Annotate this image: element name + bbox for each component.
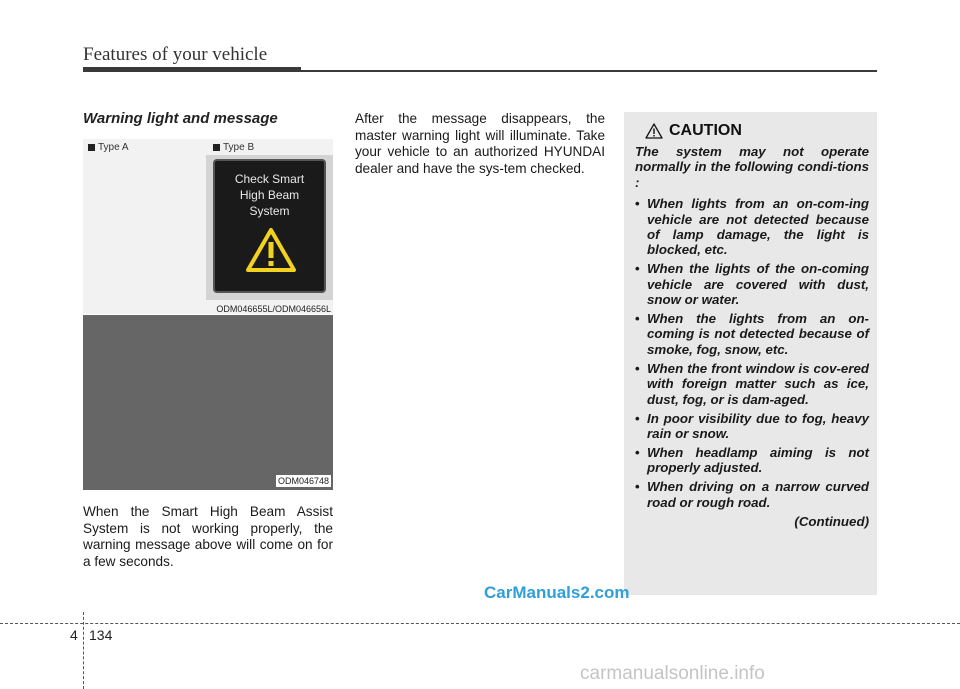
header-rule-thin bbox=[301, 70, 877, 72]
list-item: • When the lights of the on-coming vehicle are covered with dust, snow or water. bbox=[635, 261, 869, 308]
caution-intro: The system may not operate normally in the following condi-tions : bbox=[635, 144, 869, 190]
type-a-label bbox=[88, 142, 129, 153]
bullet-icon: • bbox=[635, 196, 640, 212]
figure-warning-message bbox=[83, 139, 333, 314]
header-rule-thick bbox=[83, 67, 301, 72]
body-text-right: After the message disappears, the master warning light will illuminate. Take your vehicle to an authorized HYUNDAI dealer and have the sys-tem checked. bbox=[355, 111, 605, 176]
body-text-left: When the Smart High Beam Assist System is not working properly, the warning message above will come on for a few seconds. bbox=[83, 504, 333, 569]
bullet-icon: • bbox=[635, 410, 640, 426]
list-item: • When the lights from an on-coming is not detected because of smoke, fog, snow, etc. bbox=[635, 311, 869, 357]
cluster-display-type-b bbox=[206, 155, 333, 300]
type-a-text: Type A bbox=[98, 142, 129, 153]
warning-display bbox=[213, 159, 326, 293]
footer-divider bbox=[0, 623, 960, 624]
square-bullet-icon bbox=[88, 144, 95, 151]
figure1-caption: ODM046655L/ODM046656L bbox=[216, 304, 331, 314]
page-header-title: Features of your vehicle bbox=[83, 44, 268, 65]
list-item: • In poor visibility due to fog, heavy rain or snow. bbox=[635, 410, 869, 441]
caution-title: CAUTION bbox=[669, 122, 742, 139]
footer-site-watermark: carmanualsonline.info bbox=[580, 663, 765, 684]
continued-label: (Continued) bbox=[794, 513, 869, 529]
caution-list bbox=[635, 196, 869, 510]
figure2-caption: ODM046748 bbox=[277, 476, 329, 486]
list-item: • When lights from an on-com-ing vehicle are not detected because of lamp damage, the light is blocked, etc. bbox=[635, 196, 869, 258]
message-line: System bbox=[249, 204, 290, 218]
message-line: High Beam bbox=[239, 188, 300, 202]
bullet-icon: • bbox=[635, 444, 640, 460]
figure-master-warning bbox=[83, 315, 333, 490]
section-heading: Warning light and message bbox=[83, 110, 278, 127]
bullet-icon: • bbox=[635, 479, 640, 495]
bullet-icon: • bbox=[635, 360, 640, 376]
warning-triangle-icon bbox=[245, 227, 297, 273]
caution-box bbox=[624, 112, 877, 595]
warning-message-text bbox=[215, 171, 324, 219]
list-item: • When driving on a narrow curved road or rough road. bbox=[635, 479, 869, 510]
page-number: 134 bbox=[89, 627, 113, 643]
watermark-link[interactable]: CarManuals2.com bbox=[484, 583, 630, 602]
chapter-number: 4 bbox=[70, 627, 78, 643]
caution-header bbox=[645, 122, 869, 140]
list-item: • When the front window is cov-ered with foreign matter such as ice, dust, fog, or is dam-aged. bbox=[635, 360, 869, 407]
message-line: Check Smart bbox=[234, 172, 305, 186]
caution-triangle-icon bbox=[645, 123, 663, 139]
bullet-icon: • bbox=[635, 261, 640, 277]
type-b-label bbox=[213, 142, 254, 153]
bullet-icon: • bbox=[635, 311, 640, 327]
footer-vertical-divider bbox=[83, 612, 84, 689]
square-bullet-icon bbox=[213, 144, 220, 151]
list-item: • When headlamp aiming is not properly adjusted. bbox=[635, 444, 869, 476]
type-b-text: Type B bbox=[223, 142, 255, 153]
